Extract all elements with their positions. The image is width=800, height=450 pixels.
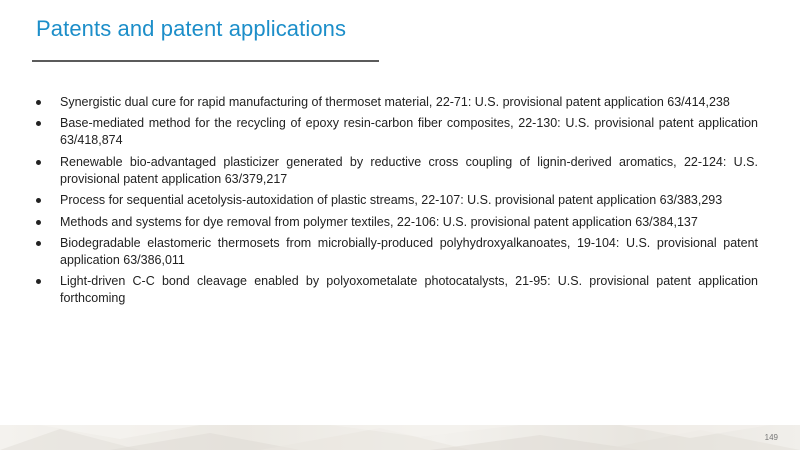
list-item [36, 192, 758, 209]
bullet-icon [36, 160, 41, 165]
bullet-icon [36, 241, 41, 246]
list-item-text: Methods and systems for dye removal from polymer textiles, 22-106: U.S. provisional patent application 63/384,137 [60, 214, 698, 229]
list-item-text: Renewable bio-advantaged plasticizer generated by reductive cross coupling of lignin-derived aromatics, 22-124: U.S. provisional patent application 63/379,217 [60, 154, 758, 186]
bullet-icon [36, 198, 41, 203]
list-item [36, 214, 758, 231]
title-underline [32, 60, 379, 62]
bullet-icon [36, 220, 41, 225]
footer-texture [0, 425, 800, 450]
list-item [36, 94, 758, 111]
patent-list [36, 94, 758, 312]
page-number: 149 [764, 433, 778, 442]
list-item-text: Process for sequential acetolysis-autoxidation of plastic streams, 22-107: U.S. provisional patent application 63/383,293 [60, 193, 723, 208]
bullet-icon [36, 100, 41, 105]
bullet-icon [36, 279, 41, 284]
list-item [36, 154, 758, 188]
list-item-text: Biodegradable elastomeric thermosets from microbially-produced polyhydroxyalkanoates, 19-104: U.S. provisional patent application 63/386,011 [60, 235, 758, 267]
bullet-icon [36, 121, 41, 126]
list-item-text: Synergistic dual cure for rapid manufacturing of thermoset material, 22-71: U.S. provisional patent application 63/414,238 [60, 95, 730, 109]
list-item-text: Base-mediated method for the recycling of epoxy resin-carbon fiber composites, 22-130: U.S. provisional patent application 63/418,874 [60, 116, 758, 148]
footer-decoration [0, 425, 800, 450]
page-title: Patents and patent applications [36, 16, 347, 41]
list-item [36, 235, 758, 269]
list-item [36, 273, 758, 307]
list-item-text: Light-driven C-C bond cleavage enabled by polyoxometalate photocatalysts, 21-95: U.S. provisional patent application forthcoming [60, 274, 758, 306]
list-item [36, 115, 758, 149]
